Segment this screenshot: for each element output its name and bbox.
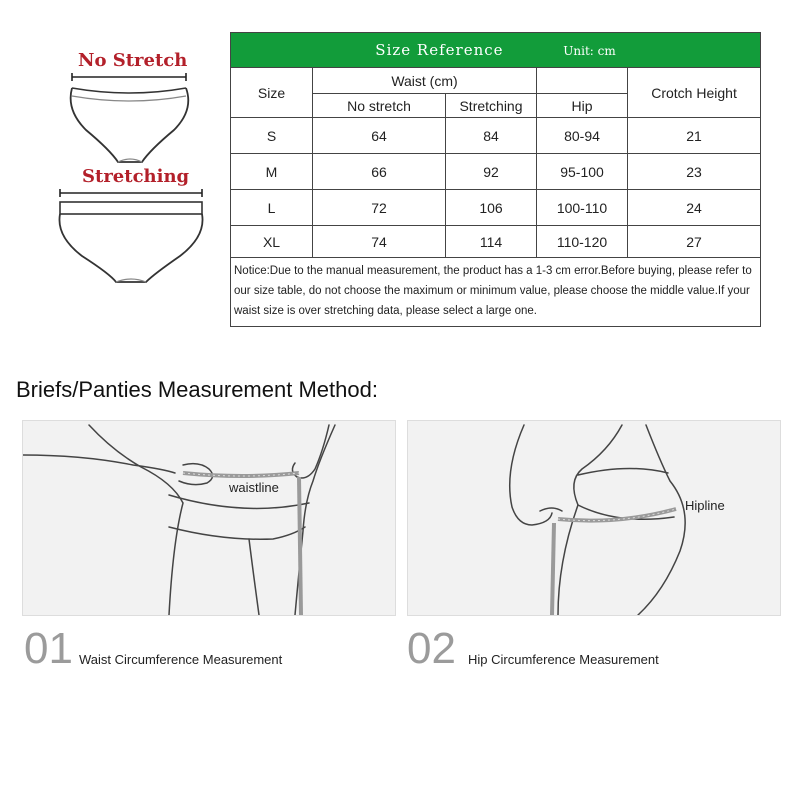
- cell-hip: 95-100: [537, 154, 628, 190]
- header-size: Size: [231, 68, 313, 118]
- header-crotch-height: Crotch Height: [628, 68, 761, 118]
- waist-measurement-photo: [22, 420, 396, 616]
- cell-no-stretch: 64: [313, 118, 446, 154]
- cell-stretching: 114: [446, 226, 537, 258]
- cell-stretching: 84: [446, 118, 537, 154]
- waistline-callout: waistline: [229, 480, 279, 495]
- no-stretch-brief-illustration: [60, 70, 200, 170]
- step-label-waist: Waist Circumference Measurement: [79, 652, 283, 667]
- step-number-01: 01: [24, 624, 73, 673]
- table-title: Size Reference: [375, 41, 504, 59]
- cell-hip: 100-110: [537, 190, 628, 226]
- notice-text: Notice:Due to the manual measurement, the product has a 1-3 cm error.Before buying, please refer to our size table, do not choose the maximum or minimum value, please choose the middle value.If your waist size is over stretching data, please select a large one.: [231, 258, 761, 327]
- stretching-label: Stretching: [82, 166, 190, 187]
- header-hip: Hip: [537, 94, 628, 118]
- cell-size: XL: [231, 226, 313, 258]
- size-reference-table: [230, 32, 761, 327]
- cell-crotch: 21: [628, 118, 761, 154]
- table-row: [231, 226, 761, 258]
- cell-no-stretch: 74: [313, 226, 446, 258]
- table-row: [231, 118, 761, 154]
- cell-stretching: 92: [446, 154, 537, 190]
- table-unit: Unit: cm: [563, 44, 616, 58]
- cell-stretching: 106: [446, 190, 537, 226]
- method-heading: Briefs/Panties Measurement Method:: [16, 377, 378, 402]
- header-stretching: Stretching: [446, 94, 537, 118]
- table-row: [231, 154, 761, 190]
- stretching-brief-illustration: [52, 186, 212, 286]
- cell-size: L: [231, 190, 313, 226]
- hip-figure-illustration: [408, 421, 780, 615]
- cell-size: M: [231, 154, 313, 190]
- no-stretch-label: No Stretch: [78, 50, 188, 71]
- cell-crotch: 27: [628, 226, 761, 258]
- step-number-02: 02: [407, 624, 456, 673]
- table-title-bar: [231, 33, 761, 68]
- header-waist: Waist (cm): [313, 68, 537, 94]
- hip-measurement-photo: [407, 420, 781, 616]
- cell-crotch: 23: [628, 154, 761, 190]
- cell-crotch: 24: [628, 190, 761, 226]
- cell-no-stretch: 72: [313, 190, 446, 226]
- cell-no-stretch: 66: [313, 154, 446, 190]
- table-row: [231, 190, 761, 226]
- header-hip-top: [537, 68, 628, 94]
- cell-hip: 80-94: [537, 118, 628, 154]
- step-label-hip: Hip Circumference Measurement: [468, 652, 659, 667]
- cell-size: S: [231, 118, 313, 154]
- hipline-callout: Hipline: [685, 498, 725, 513]
- header-no-stretch: No stretch: [313, 94, 446, 118]
- waist-figure-illustration: [23, 421, 395, 615]
- cell-hip: 110-120: [537, 226, 628, 258]
